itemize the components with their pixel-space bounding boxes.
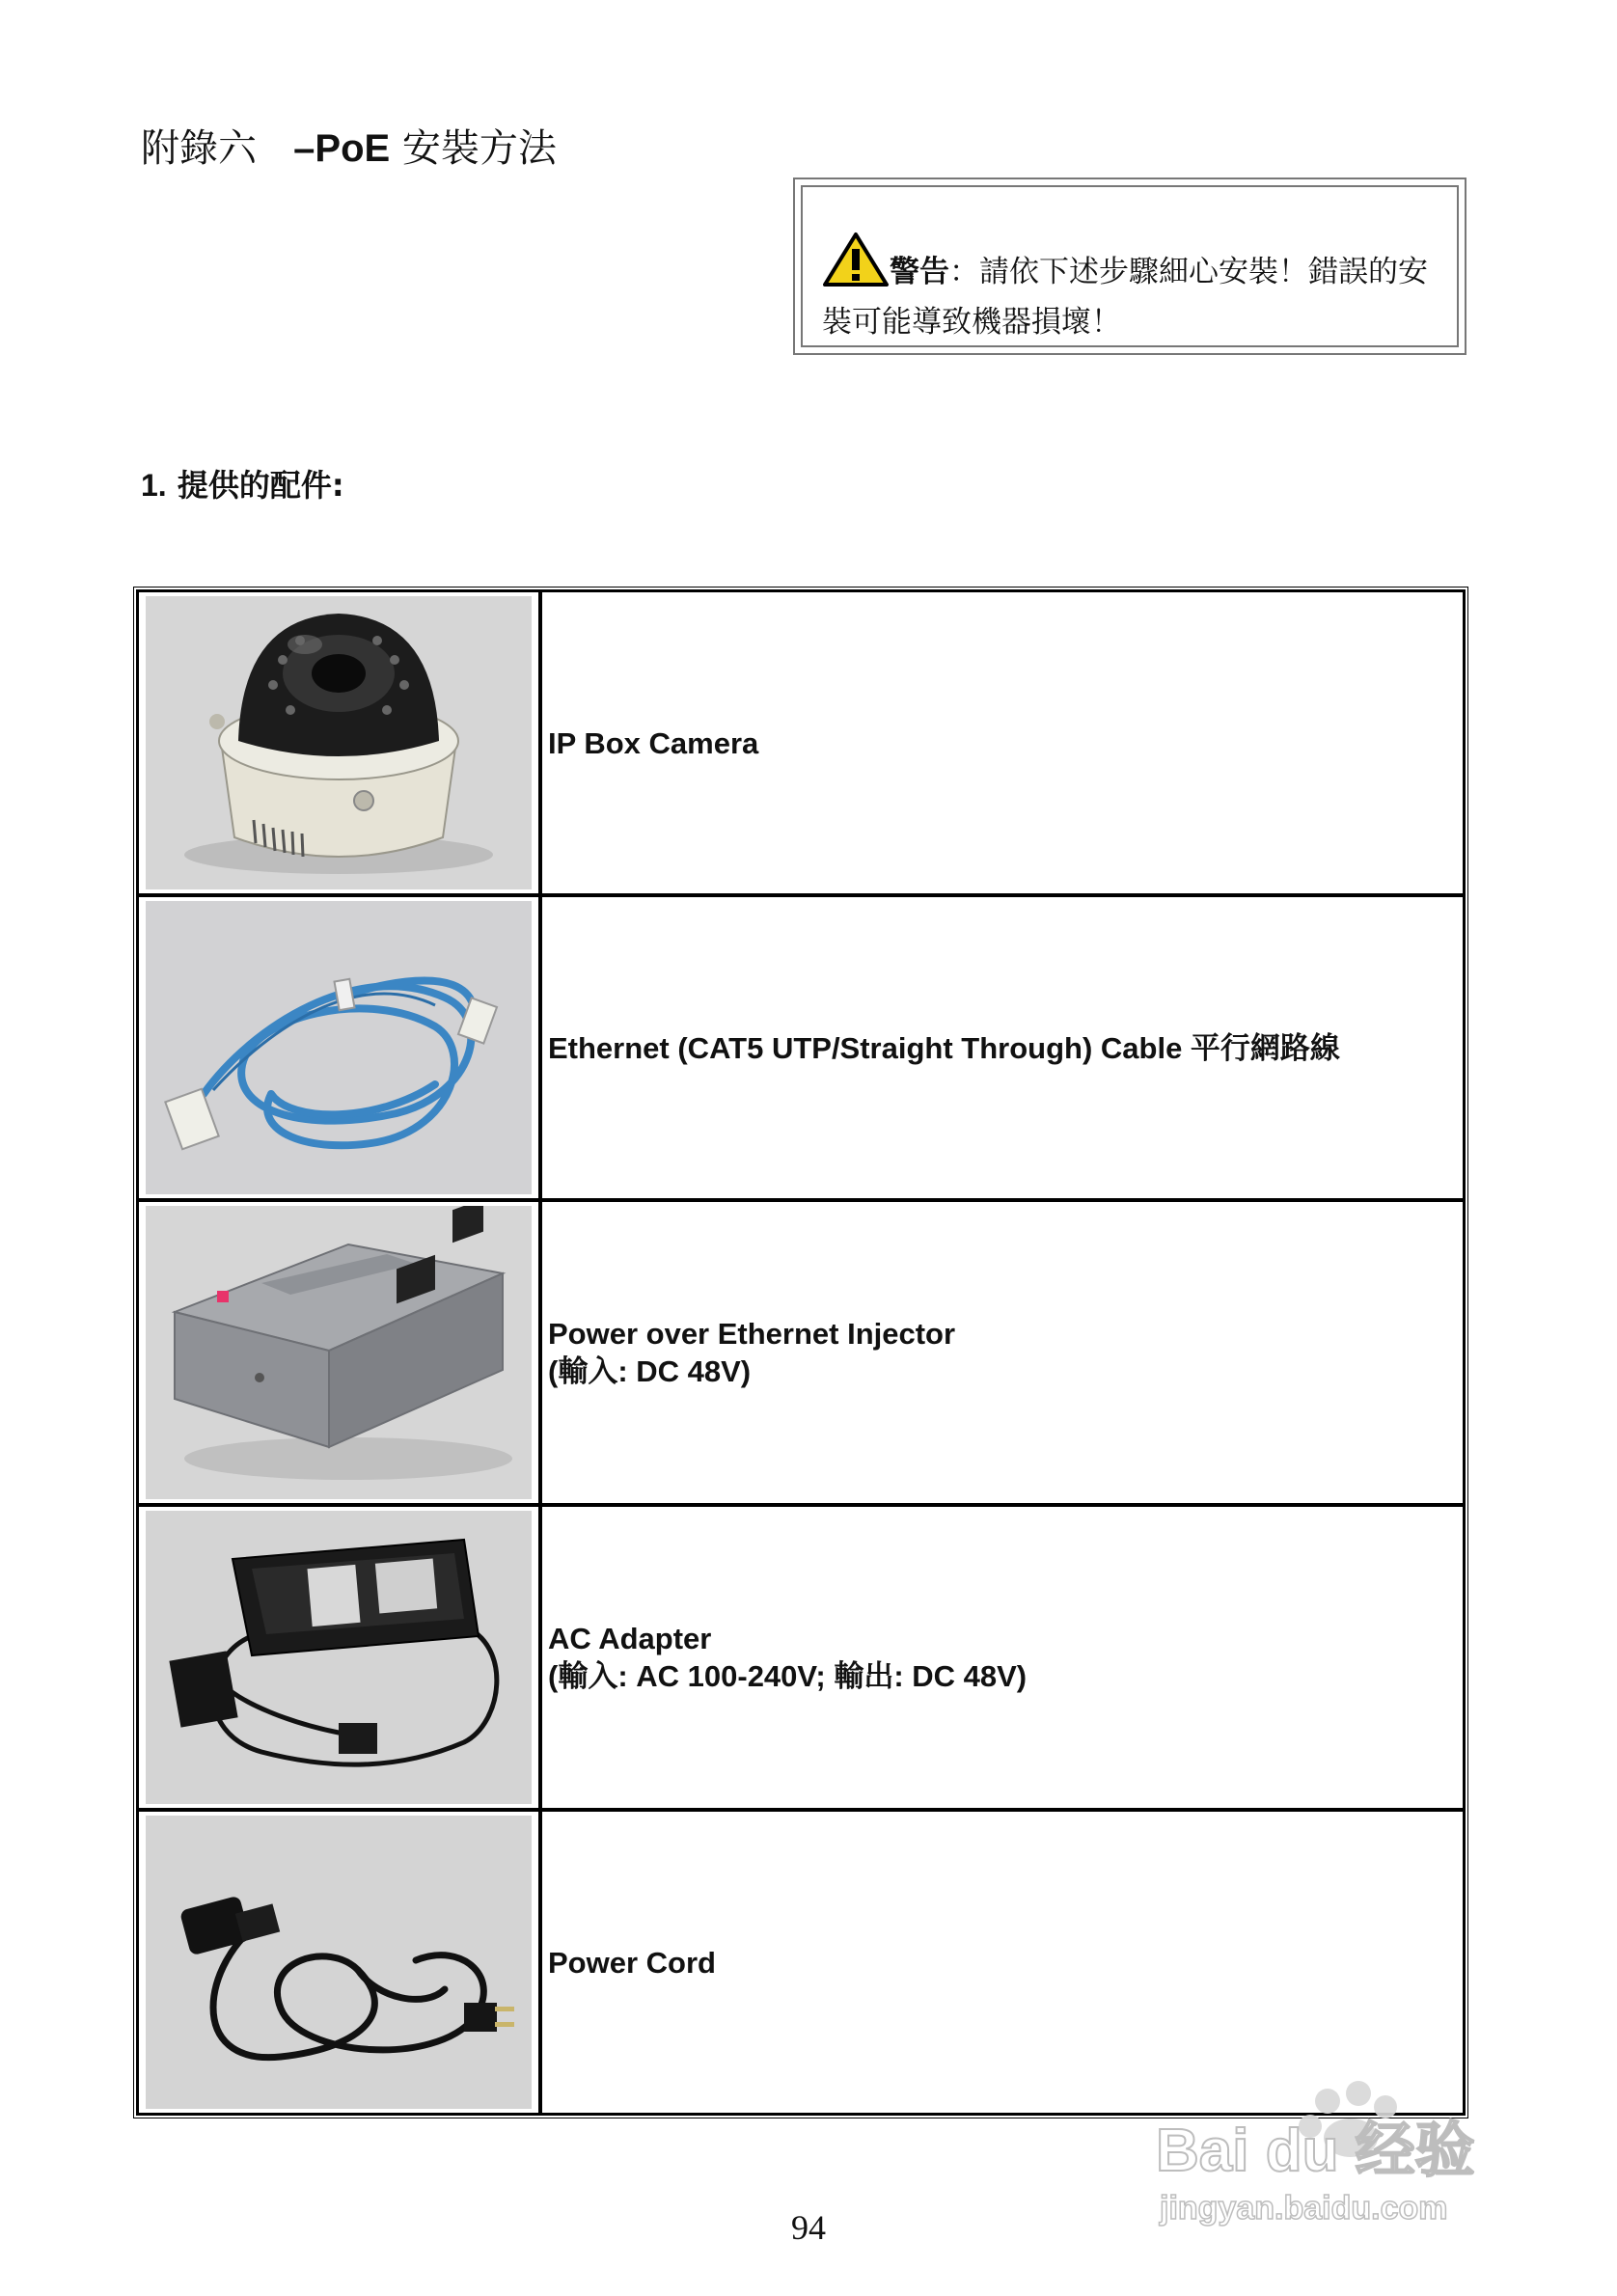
- warning-label: 警告: [890, 255, 949, 289]
- ethernet-cable-photo: [146, 901, 532, 1194]
- image-cell: [137, 895, 540, 1200]
- ac-adapter-photo: [146, 1511, 532, 1804]
- watermark: [1154, 2074, 1530, 2238]
- dome-camera-photo: [146, 596, 532, 889]
- watermark-brand: Bai du 经验: [1156, 2118, 1475, 2184]
- title-suffix: 安裝方法: [390, 126, 557, 171]
- image-cell: [137, 1505, 540, 1810]
- table-row: [137, 895, 1465, 1200]
- title-poe: –PoE: [293, 127, 391, 170]
- warning-box: [793, 178, 1466, 355]
- item-detail: (輸入: AC 100-240V; 輸出: DC 48V): [548, 1659, 1028, 1693]
- item-name: IP Box Camera: [548, 725, 759, 760]
- title-prefix: 附錄六: [141, 126, 257, 171]
- description-cell: [540, 590, 1465, 895]
- accessories-table: [133, 587, 1468, 2118]
- image-cell: [137, 590, 540, 895]
- poe-injector-photo: [146, 1206, 532, 1499]
- item-name: Power over Ethernet Injector: [548, 1317, 956, 1351]
- warning-text-block: [822, 232, 1439, 347]
- item-name: Power Cord: [548, 1945, 716, 1980]
- warning-triangle-icon: [822, 232, 890, 287]
- table-row: [137, 590, 1465, 895]
- item-detail: (輸入: DC 48V): [548, 1354, 752, 1388]
- table-row: [137, 1200, 1465, 1505]
- image-cell: [137, 1810, 540, 2115]
- image-cell: [137, 1200, 540, 1505]
- table-row: [137, 1810, 1465, 2115]
- warning-message: ：請依下述步驟細心安裝！錯誤的安裝可能導致機器損壞！: [822, 255, 1428, 340]
- watermark-url: jingyan.baidu.com: [1160, 2190, 1448, 2227]
- section-title: 提供的配件:: [166, 467, 344, 504]
- section-heading: [141, 461, 344, 506]
- baidu-paw-logo: [1154, 2074, 1530, 2238]
- page-number: 94: [791, 2208, 826, 2247]
- item-name: AC Adapter: [548, 1622, 712, 1655]
- section-number: 1.: [141, 468, 167, 503]
- description-cell: [540, 1200, 1465, 1505]
- description-cell: [540, 1810, 1465, 2115]
- table-row: [137, 1505, 1465, 1810]
- page-title: [141, 118, 557, 173]
- power-cord-photo: [146, 1816, 532, 2109]
- item-name: Ethernet (CAT5 UTP/Straight Through) Cable 平行網路線: [548, 1030, 1340, 1065]
- description-cell: [540, 1505, 1465, 1810]
- description-cell: [540, 895, 1465, 1200]
